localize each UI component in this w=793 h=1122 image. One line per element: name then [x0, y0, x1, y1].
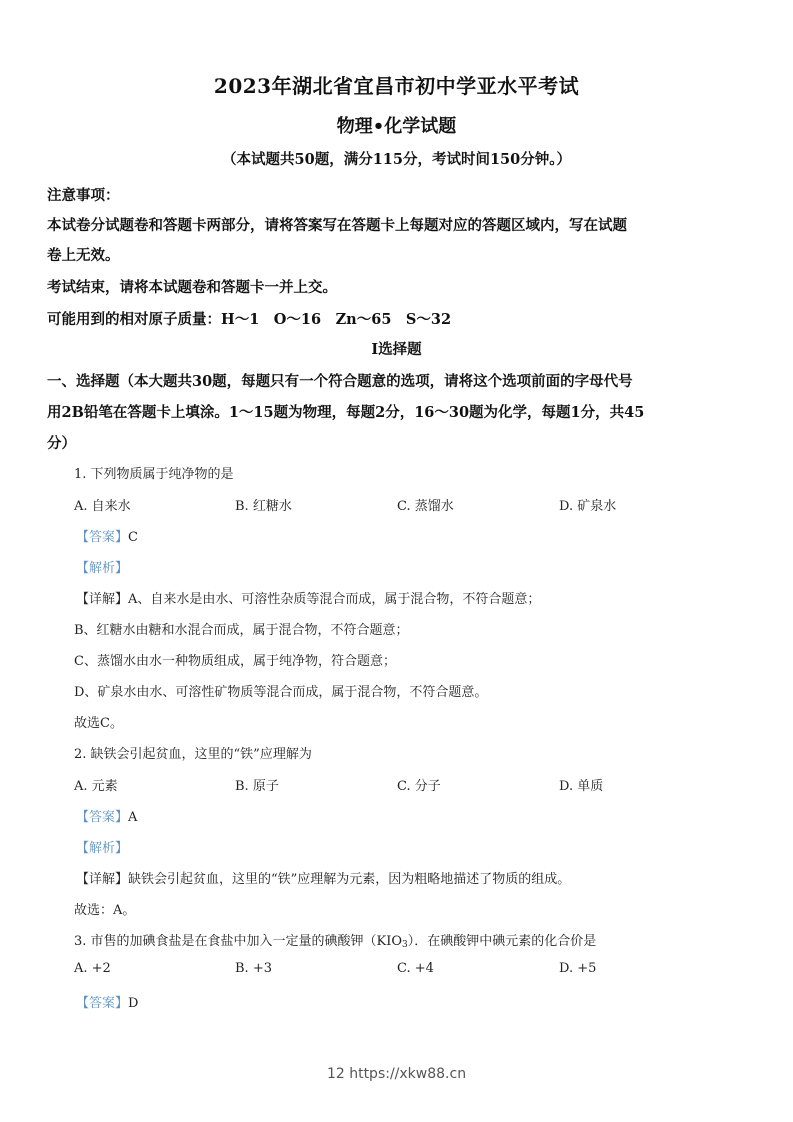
notes-line-3: 可能用到的相对原子质量：H～1 O～16 Zn～65 S～32: [47, 311, 452, 328]
page-title: 2023年湖北省宜昌市初中学亚水平考试: [213, 74, 580, 98]
q1-conclusion: 故选C。: [74, 716, 123, 731]
detail-label: 【详解】: [76, 592, 129, 607]
notes-line-1b: 卷上无效。: [47, 247, 120, 264]
q2-analysis-label: 【解析】: [76, 841, 129, 856]
q1-detail-3: C、蒸馏水由水一种物质组成，属于纯净物，符合题意；: [74, 654, 396, 669]
q1-analysis-label: 【解析】: [76, 561, 129, 576]
question-2-stem: 2. 缺铁会引起贫血，这里的“铁”应理解为: [74, 747, 312, 762]
q1-detail-2: B、红糖水由糖和水混合而成，属于混合物，不符合题意；: [74, 623, 409, 638]
q2-answer: [76, 806, 137, 825]
q2-option-a: A. 元素: [74, 779, 118, 794]
q2-answer-value: A: [128, 810, 138, 825]
q1-detail-4: D、矿泉水由水、可溶性矿物质等混合而成，属于混合物，不符合题意。: [74, 685, 488, 700]
question-1-stem: 1. 下列物质属于纯净物的是: [74, 467, 234, 482]
notes-heading: 注意事项：: [47, 187, 120, 204]
page-subtitle: 物理•化学试题: [336, 116, 457, 137]
section-instructions-1: 一、选择题（本大题共30题，每题只有一个符合题意的选项，请将这个选项前面的字母代号: [47, 373, 633, 390]
q1-option-a: A. 自来水: [74, 499, 131, 514]
q2-detail-1: 【详解】缺铁会引起贫血，这里的“铁”应理解为元素，因为粗略地描述了物质的组成。: [76, 872, 571, 887]
q2-option-d: D. 单质: [559, 779, 604, 794]
q3-option-c: C. +4: [397, 961, 434, 976]
notes-line-1: 本试卷分试题卷和答题卡两部分，请将答案写在答题卡上每题对应的答题区域内，写在试题: [47, 217, 627, 234]
question-3-stem: 3. 市售的加碘食盐是在食盐中加入一定量的碘酸钾$(KIO_3)$．在碘酸钾中碘元素的化合价是: [74, 934, 597, 950]
q3-answer-value: D: [128, 996, 139, 1011]
q1-option-c: C. 蒸馏水: [397, 499, 454, 514]
answer-label: 【答案】: [76, 810, 129, 825]
q3-option-a: A. +2: [74, 961, 111, 976]
section-instructions-3: 分）: [47, 435, 76, 452]
answer-label: 【答案】: [76, 996, 129, 1011]
q1-answer: [76, 526, 138, 545]
notes-line-2: 考试结束，请将本试题卷和答题卡一并上交。: [47, 279, 337, 296]
answer-label: 【答案】: [76, 530, 129, 545]
q1-option-b: B. 红糖水: [235, 499, 292, 514]
q1-option-d: D. 矿泉水: [559, 499, 617, 514]
part-title: Ⅰ选择题: [371, 341, 422, 358]
q3-option-b: B. +3: [235, 961, 272, 976]
detail-label: 【详解】: [76, 872, 129, 887]
page-footer: 12 https://xkw88.cn: [326, 1066, 467, 1082]
section-instructions-2: 用2B铅笔在答题卡上填涂。1～15题为物理，每题2分，16～30题为化学，每题1分，共45: [47, 404, 645, 421]
q2-option-b: B. 原子: [235, 779, 279, 794]
q2-conclusion: 故选：A。: [74, 903, 136, 918]
q1-answer-value: C: [128, 530, 138, 545]
q1-detail-1: 【详解】A、自来水是由水、可溶性杂质等混合而成，属于混合物，不符合题意；: [76, 592, 541, 607]
q3-answer: [76, 992, 138, 1011]
exam-info: （本试题共50题，满分115分，考试时间150分钟。）: [222, 151, 571, 168]
q2-option-c: C. 分子: [397, 779, 441, 794]
q3-option-d: D. +5: [559, 961, 597, 976]
